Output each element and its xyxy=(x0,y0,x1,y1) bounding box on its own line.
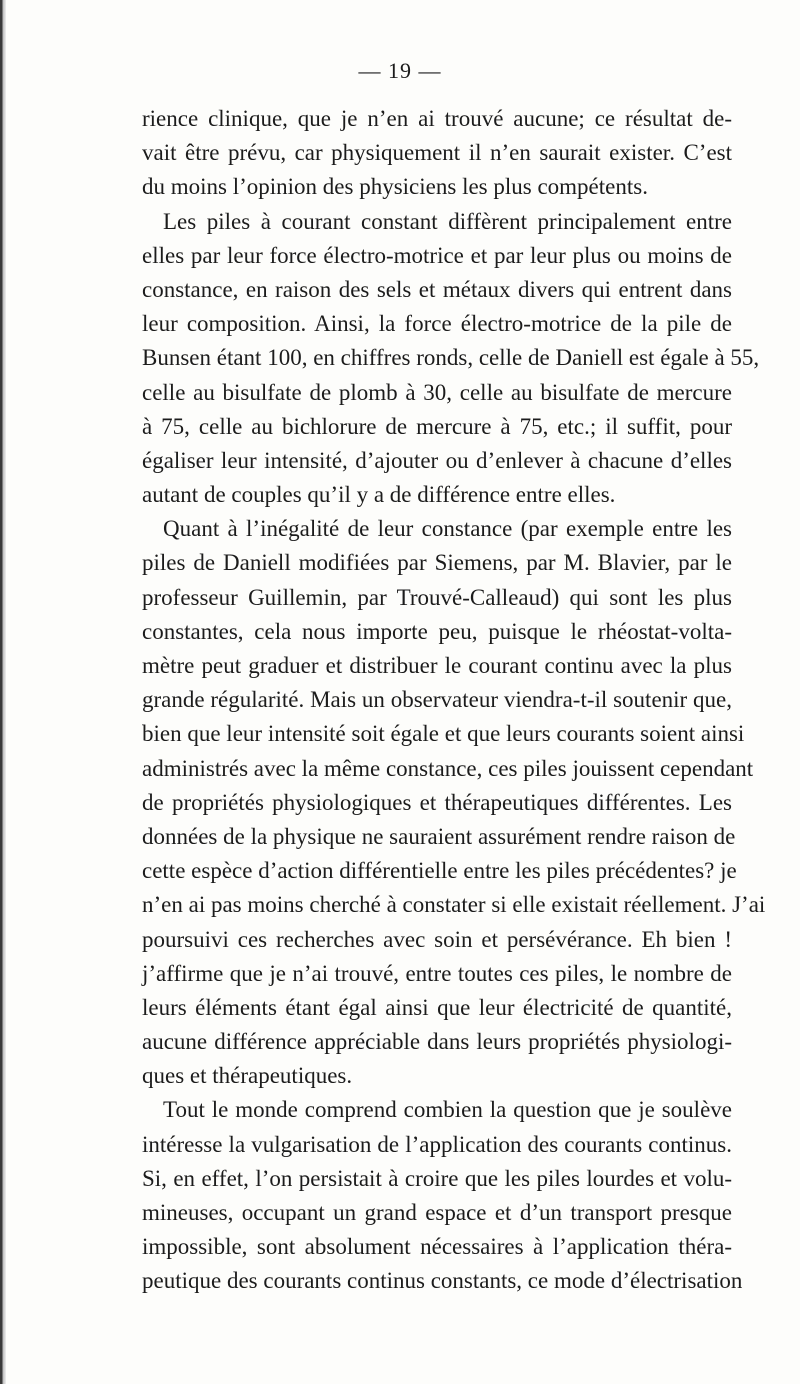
text-line: vait être prévu, car physiquement il n’en saurait exister. C’est xyxy=(142,140,732,166)
text-line: de propriétés physiologiques et thérapeutiques différentes. Les xyxy=(142,789,732,815)
text-line: leur composition. Ainsi, la force électro-motrice de la pile de xyxy=(142,311,732,337)
text-line: données de la physique ne sauraient assurément rendre raison de xyxy=(142,823,736,849)
text-line: poursuivi ces recherches avec soin et persévérance. Eh bien ! xyxy=(142,926,732,952)
text-line: n’en ai pas moins cherché à constater si elle existait réellement. J’ai xyxy=(142,892,766,918)
text-line: constance, en raison des sels et métaux divers qui entrent dans xyxy=(142,276,732,302)
text-line: à 75, celle au bichlorure de mercure à 75, etc.; il suffit, pour xyxy=(142,413,732,439)
text-line: intéresse la vulgarisation de l’application des courants continus. xyxy=(142,1131,732,1157)
page-number: — 19 — xyxy=(358,58,442,83)
text-line: rience clinique, que je n’en ai trouvé aucune; ce résultat de- xyxy=(142,106,732,131)
text-line: elles par leur force électro-motrice et par leur plus ou moins de xyxy=(142,242,732,268)
text-line: Quant à l’inégalité de leur constance (par exemple entre les xyxy=(163,516,732,542)
text-line: bien que leur intensité soit égale et que leurs courants soient ainsi xyxy=(142,721,745,747)
body-text xyxy=(142,102,766,1299)
text-line: Si, en effet, l’on persistait à croire que les piles lourdes et volu- xyxy=(142,1165,732,1191)
text-line: celle au bisulfate de plomb à 30, celle au bisulfate de mercure xyxy=(142,379,732,405)
text-line: mètre peut graduer et distribuer le courant continu avec la plus xyxy=(142,653,732,678)
text-line: constantes, cela nous importe peu, puisque le rhéostat-volta- xyxy=(142,618,732,644)
text-line: aucune différence appréciable dans leurs propriétés physiologi- xyxy=(142,1029,732,1055)
text-line: administrés avec la même constance, ces piles jouissent cependant xyxy=(142,755,754,781)
text-line: peutique des courants continus constants, ce mode d’électrisation xyxy=(142,1268,743,1294)
text-line: du moins l’opinion des physiciens les plus compétents. xyxy=(142,174,648,200)
text-line: égaliser leur intensité, d’ajouter ou d’enlever à chacune d’elles xyxy=(142,447,732,473)
text-line: leurs éléments étant égal ainsi que leur électricité de quantité, xyxy=(142,994,732,1020)
text-line: Bunsen étant 100, en chiffres ronds, celle de Daniell est égale à 55, xyxy=(142,345,760,371)
text-line: professeur Guillemin, par Trouvé-Calleaud) qui sont les plus xyxy=(142,584,732,610)
text-line: j’affirme que je n’ai trouvé, entre toutes ces piles, le nombre de xyxy=(142,960,732,986)
text-line: piles de Daniell modifiées par Siemens, par M. Blavier, par le xyxy=(142,550,732,576)
text-line: grande régularité. Mais un observateur viendra-t-il soutenir que, xyxy=(142,687,732,713)
text-line: ques et thérapeutiques. xyxy=(142,1063,353,1089)
text-line: cette espèce d’action différentielle entre les piles précédentes? je xyxy=(142,858,737,884)
text-line: mineuses, occupant un grand espace et d’un transport presque xyxy=(142,1200,732,1225)
text-line: Les piles à courant constant diffèrent principalement entre xyxy=(163,208,732,234)
page-binding-edge xyxy=(0,0,6,1384)
text-line: Tout le monde comprend combien la question que je soulève xyxy=(163,1097,732,1123)
text-line: impossible, sont absolument nécessaires à l’application théra- xyxy=(142,1234,732,1260)
text-line: autant de couples qu’il y a de différence entre elles. xyxy=(142,482,616,508)
